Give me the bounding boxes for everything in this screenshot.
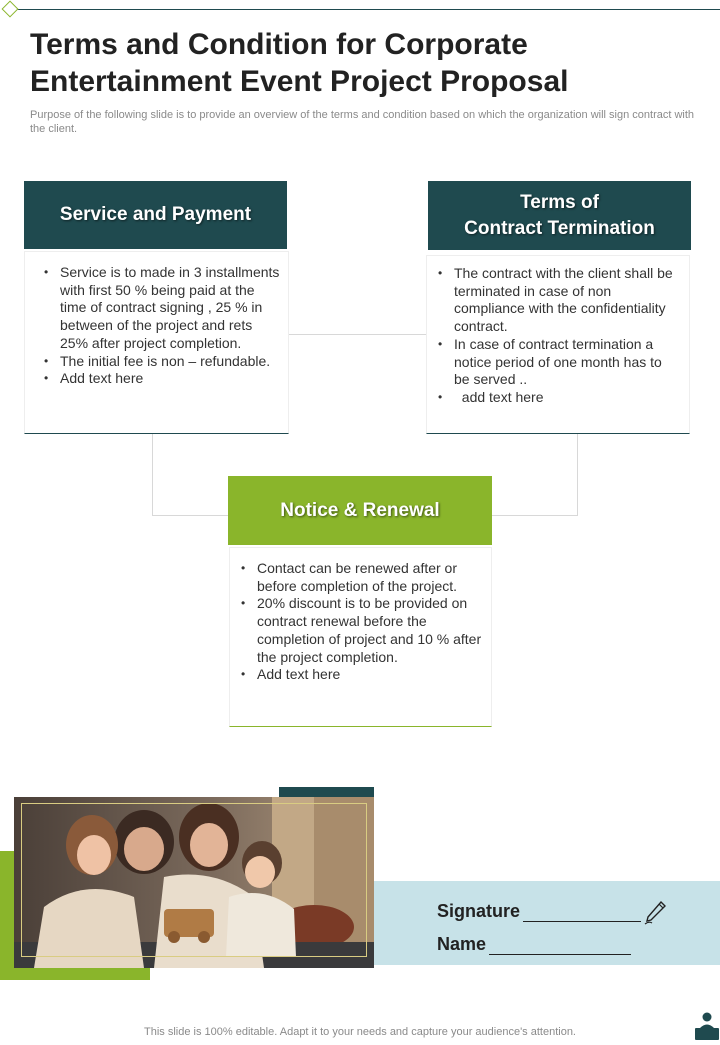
pen-icon (643, 900, 667, 926)
contract-termination-card (426, 255, 690, 434)
family-photo (14, 797, 374, 968)
service-payment-list (41, 264, 281, 388)
diamond-icon (2, 1, 19, 18)
signature-row (437, 900, 667, 922)
contract-termination-list (435, 265, 675, 407)
list-item: • In case of contract termination a notice period of one month has to be served .. (435, 336, 675, 389)
top-rule (14, 9, 720, 10)
footer-note: This slide is 100% editable. Adapt it to your needs and capture your audience's attention. (144, 1026, 576, 1038)
list-item: • Add text here (41, 370, 281, 388)
service-payment-heading: Service and Payment (59, 204, 252, 225)
contract-termination-heading-line2: Contract Termination (464, 217, 655, 239)
service-payment-card (24, 251, 289, 434)
list-item: • add text here (435, 389, 675, 407)
notice-renewal-heading: Notice & Renewal (280, 499, 440, 521)
list-item: • The initial fee is non – refundable. (41, 353, 281, 371)
list-item: • Service is to made in 3 installments with first 50 % being paid at the time of contract signing , 25 % in between of the project and rets 25% after project completion. (41, 264, 281, 353)
connector-right-horizontal (492, 515, 578, 516)
name-label: Name (437, 934, 487, 954)
connector-right-vertical (577, 433, 578, 515)
page-subtitle: Purpose of the following slide is to provide an overview of the terms and condition based on which the organization will sign contract with the client. (30, 109, 695, 135)
notice-renewal-list (238, 560, 483, 684)
connector-left-horizontal (152, 515, 229, 516)
service-payment-header (24, 181, 287, 249)
list-item: • Contact can be renewed after or before completion of the project. (238, 560, 483, 595)
notice-renewal-header (228, 476, 492, 545)
list-item: • 20% discount is to be provided on contract renewal before the completion of project and 10 % after the project completion. (238, 595, 483, 666)
notice-renewal-card (229, 547, 492, 727)
name-row (437, 934, 631, 955)
name-field[interactable] (489, 939, 631, 955)
family-photo-illustration (14, 797, 374, 968)
list-item: • Add text here (238, 666, 483, 684)
contract-termination-heading-line1: Terms of (520, 191, 599, 213)
person-at-desk-icon (694, 1010, 720, 1040)
contract-termination-header (428, 181, 691, 250)
signature-field[interactable] (523, 906, 641, 922)
signature-label: Signature (437, 901, 521, 921)
page-title: Terms and Condition for Corporate Entertainment Event Project Proposal (30, 28, 569, 98)
list-item: • The contract with the client shall be terminated in case of non compliance with the confidentiality contract. (435, 265, 675, 336)
connector-top (289, 334, 427, 335)
connector-left-vertical (152, 433, 153, 515)
